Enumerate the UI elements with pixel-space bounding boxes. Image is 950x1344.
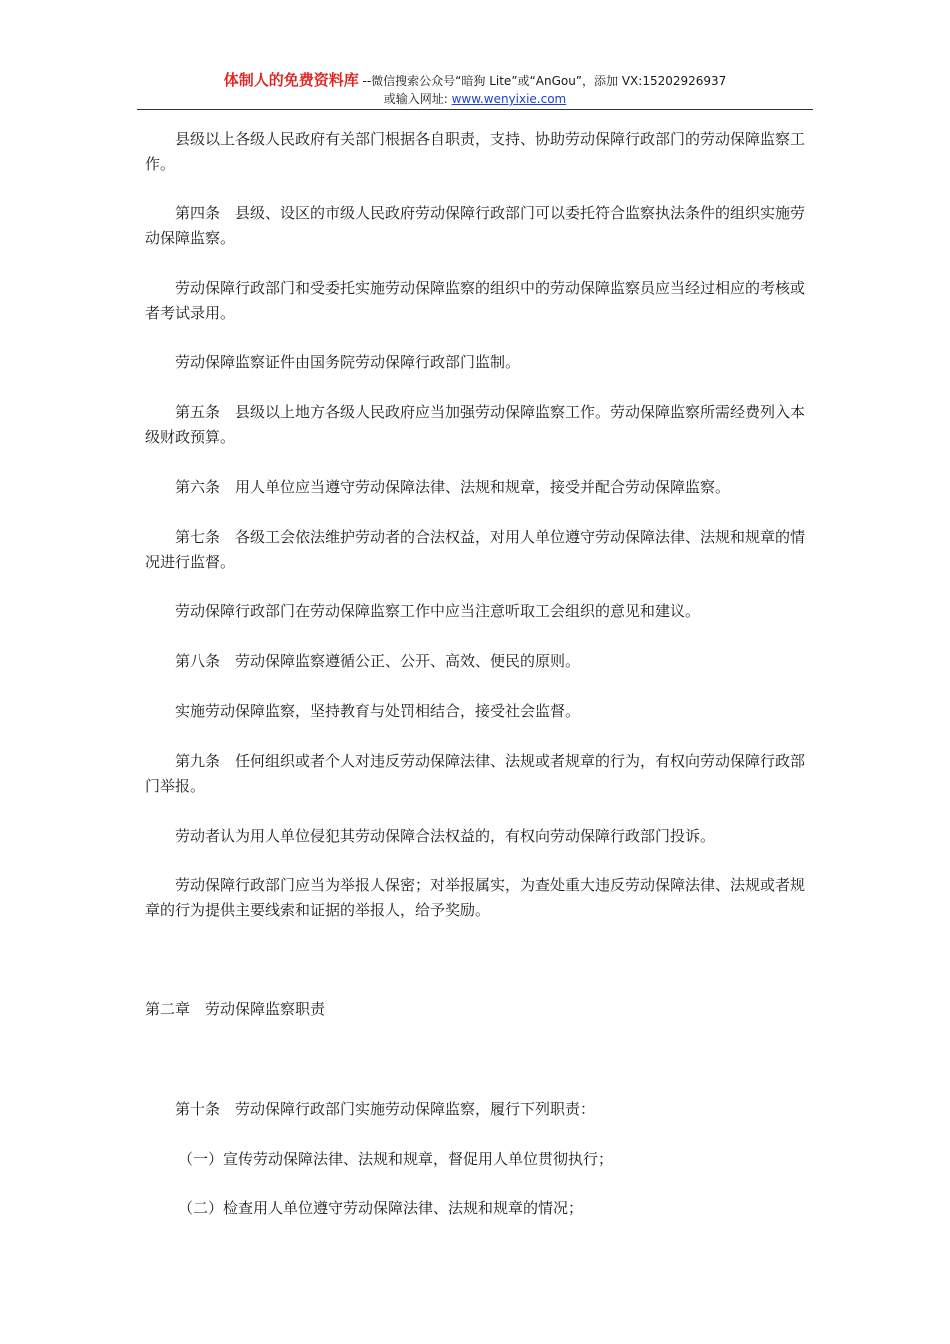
list-item: （一）宣传劳动保障法律、法规和规章，督促用人单位贯彻执行； [178,1150,614,1168]
page-header [137,70,813,107]
paragraph: 第八条 劳动保障监察遵循公正、公开、高效、便民的原则。 [175,652,581,670]
paragraph: 第六条 用人单位应当遵守劳动保障法律、法规和规章，接受并配合劳动保障监察。 [175,478,731,496]
paragraph: 劳动保障行政部门在劳动保障监察工作中应当注意听取工会组织的意见和建议。 [175,602,701,620]
list-item: （二）检查用人单位遵守劳动保障法律、法规和规章的情况； [178,1199,584,1217]
header-tagline: --微信搜索公众号“暗狗 Lite”或“AnGou”，添加 VX:15202926937 [358,74,727,88]
paragraph: 第九条 任何组织或者个人对违反劳动保障法律、法规或者规章的行为，有权向劳动保障行政部门举报。 [145,752,806,795]
paragraph: 县级以上各级人民政府有关部门根据各自职责，支持、协助劳动保障行政部门的劳动保障监察工作。 [145,130,806,173]
header-divider [137,109,813,110]
paragraph: 劳动保障监察证件由国务院劳动保障行政部门监制。 [175,353,521,371]
brand-title: 体制人的免费资料库 [223,71,359,89]
paragraph: 第七条 各级工会依法维护劳动者的合法权益，对用人单位遵守劳动保障法律、法规和规章的情况进行监督。 [145,528,806,571]
paragraph: 第四条 县级、设区的市级人民政府劳动保障行政部门可以委托符合监察执法条件的组织实施劳动保障监察。 [145,204,806,247]
article-ten: 第十条 劳动保障行政部门实施劳动保障监察，履行下列职责： [175,1100,596,1118]
paragraph: 劳动者认为用人单位侵犯其劳动保障合法权益的，有权向劳动保障行政部门投诉。 [175,827,716,845]
header-url-line [137,91,813,107]
paragraph: 实施劳动保障监察，坚持教育与处罚相结合，接受社会监督。 [175,702,581,720]
paragraph: 劳动保障行政部门应当为举报人保密；对举报属实，为查处重大违反劳动保障法律、法规或者规章的行为提供主要线索和证据的举报人，给予奖励。 [145,876,806,919]
chapter-heading: 第二章 劳动保障监察职责 [145,1000,326,1018]
paragraph: 第五条 县级以上地方各级人民政府应当加强劳动保障监察工作。劳动保障监察所需经费列入本级财政预算。 [145,403,806,446]
paragraph: 劳动保障行政部门和受委托实施劳动保障监察的组织中的劳动保障监察员应当经过相应的考核或者考试录用。 [145,279,806,322]
header-line [137,70,813,91]
url-prefix: 或输入网址: [383,92,452,106]
website-link[interactable]: www.wenyixie.com [451,92,567,106]
